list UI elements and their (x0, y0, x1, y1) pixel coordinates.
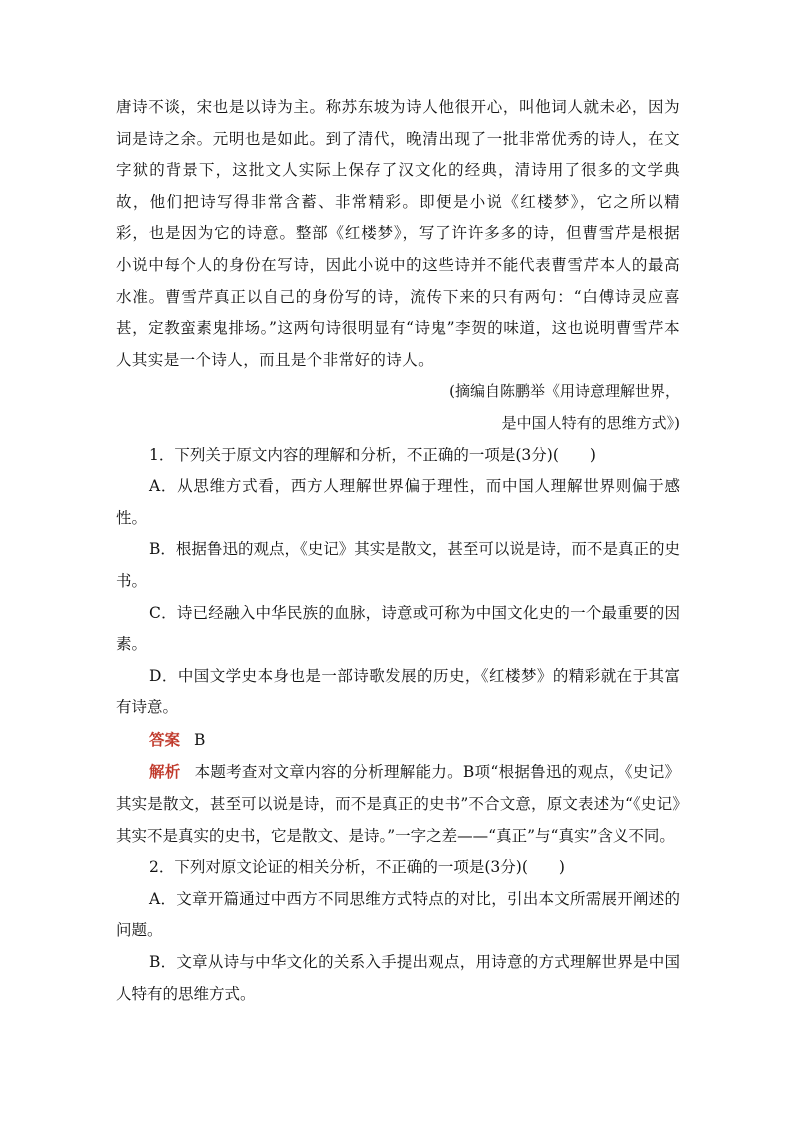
question-1-analysis (116, 756, 680, 852)
analysis-label: 解析 (149, 762, 181, 782)
question-1 (116, 440, 680, 853)
question-1-option-d: D．中国文学史本身也是一部诗歌发展的历史，《红楼梦》的精彩就在于其富有诗意。 (116, 666, 680, 717)
answer-label: 答案 (149, 729, 181, 749)
question-2 (116, 852, 680, 1010)
answer-value: B (194, 730, 206, 749)
source-line-2: 是中国人特有的思维方式》) (501, 413, 680, 432)
question-1-option-b: B．根据鲁迅的观点，《史记》其实是散文，甚至可以说是诗，而不是真正的史书。 (116, 540, 680, 590)
question-2-stem: 2．下列对原文论证的相关分析，不正确的一项是(3分)( ) (149, 858, 565, 877)
analysis-text: 本题考查对文章内容的分析理解能力。B项“根据鲁迅的观点，《史记》其实是散文，甚至可以说是诗，而不是真正的史书”不合文意，原文表述为“《史记》其实不是真实的史书，它是散文、是诗。”一字之差——“真正”与“真实”含义不同。 (116, 763, 680, 845)
question-2-option-a: A．文章开篇通过中西方不同思维方式特点的对比，引出本文所需展开阐述的问题。 (116, 889, 680, 940)
source-line-1: (摘编自陈鹏举《用诗意理解世界， (449, 382, 680, 401)
question-1-option-c: C．诗已经融入中华民族的血脉，诗意或可称为中国文化史的一个最重要的因素。 (116, 603, 680, 654)
document-page (116, 92, 680, 1010)
passage-paragraph: 唐诗不谈，宋也是以诗为主。称苏东坡为诗人他很开心，叫他词人就未必，因为词是诗之余。元明也是如此。到了清代，晚清出现了一批非常优秀的诗人，在文字狱的背景下，这批文人实际上保存了汉文化的经典，清诗用了很多的文学典故，他们把诗写得非常含蓄、非常精彩。即便是小说《红楼梦》，它之所以精彩，也是因为它的诗意。整部《红楼梦》，写了许许多多的诗，但曹雪芹是根据小说中每个人的身份在写诗，因此小说中的这些诗并不能代表曹雪芹本人的最高水准。曹雪芹真正以自己的身份写的诗，流传下来的只有两句：“白傅诗灵应喜甚，定教蛮素鬼排场。”这两句诗很明显有“诗鬼”李贺的味道，这也说明曹雪芹本人其实是一个诗人，而且是个非常好的诗人。 (116, 98, 680, 369)
question-1-option-a: A．从思维方式看，西方人理解世界偏于理性，而中国人理解世界则偏于感性。 (116, 477, 680, 527)
question-1-answer (116, 724, 680, 757)
question-1-stem: 1．下列关于原文内容的理解和分析，不正确的一项是(3分)( ) (149, 445, 596, 464)
question-2-option-b: B．文章从诗与中华文化的关系入手提出观点，用诗意的方式理解世界是中国人特有的思维方式。 (116, 953, 680, 1003)
source-citation (116, 376, 680, 439)
